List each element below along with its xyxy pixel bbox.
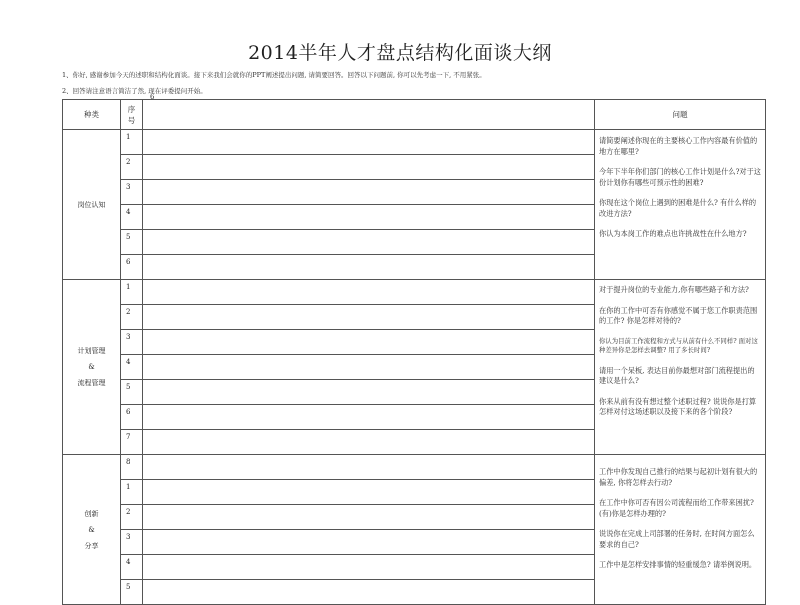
question-cell-2: [595, 280, 766, 455]
question-text: 说说你在完成上司部署的任务时, 在时间方面怎么要求的自己?: [599, 529, 755, 549]
row-number: 4: [121, 205, 143, 230]
intro-line-2: 2、回答请注意语言简洁了然, 现在评委提问开始。: [62, 87, 207, 95]
category-label: &: [88, 525, 95, 534]
row-number: 5: [121, 380, 143, 405]
question-cell-3: [595, 455, 766, 605]
answer-cell[interactable]: [143, 555, 595, 580]
row-number: 3: [121, 530, 143, 555]
category-label: 岗位认知: [77, 200, 106, 209]
table-row: [63, 455, 766, 480]
page-title: 2014半年人才盘点结构化面谈大纲: [248, 42, 552, 64]
table-row: [63, 280, 766, 305]
question-text: 你认为目前工作流程和方式与从前有什么不同样? 面对这种差异你是怎样去调整? 用了多长时间?: [599, 336, 758, 354]
row-number: 1: [121, 130, 143, 155]
question-text: 你来从前有没有想过整个述职过程? 说说你是打算怎样对付这场述职以及接下来的各个阶段?: [599, 396, 757, 416]
answer-cell[interactable]: [143, 330, 595, 355]
row-number: 6: [121, 405, 143, 430]
row-number: 2: [121, 305, 143, 330]
answer-cell[interactable]: [143, 380, 595, 405]
category-label: 流程管理: [77, 379, 106, 387]
answer-cell[interactable]: [143, 530, 595, 555]
row-number: 3: [121, 330, 143, 355]
category-label: &: [88, 363, 95, 371]
answer-cell[interactable]: [143, 205, 595, 230]
answer-cell[interactable]: [143, 580, 595, 605]
question-text: 工作中是怎样安排事情的轻重缓急? 请举例说明。: [599, 560, 757, 569]
row-number: 6: [121, 255, 143, 280]
question-text: 在工作中你可否有因公司流程而给工作带来困扰? (有)你是怎样办理的?: [599, 498, 754, 518]
question-text: 请简要阐述你现在的主要核心工作内容最有价值的地方在哪里?: [599, 136, 758, 156]
row-number: 7: [121, 430, 143, 455]
row-number: 4: [121, 355, 143, 380]
row-number: 5: [121, 580, 143, 605]
answer-cell[interactable]: [143, 480, 595, 505]
row-number: 1: [121, 280, 143, 305]
row-number: 3: [121, 180, 143, 205]
answer-cell[interactable]: [143, 155, 595, 180]
answer-cell[interactable]: [143, 255, 595, 280]
header-number-top: 序: [127, 104, 136, 114]
table-row: [63, 130, 766, 155]
header-number-bottom: 号: [127, 115, 136, 125]
answer-cell[interactable]: [143, 230, 595, 255]
question-text: 你现在这个岗位上遇到的困难是什么? 有什么样的改进方法?: [599, 198, 757, 218]
row-number: 2: [121, 505, 143, 530]
answer-cell[interactable]: [143, 280, 595, 305]
row-number: 5: [121, 230, 143, 255]
header-category: 种类: [63, 100, 121, 130]
answer-cell[interactable]: [143, 505, 595, 530]
answer-cell[interactable]: [143, 405, 595, 430]
row-number: 4: [121, 555, 143, 580]
question-text: 请用一个呆板, 表达目前你最想对部门流程提出的建议是什么?: [599, 365, 755, 385]
question-text: 你认为本岗工作的难点也许挑战性在什么地方?: [599, 229, 747, 238]
answer-cell[interactable]: [143, 430, 595, 455]
answer-cell[interactable]: [143, 180, 595, 205]
answer-cell[interactable]: [143, 455, 595, 480]
category-cell-3: [63, 455, 121, 605]
category-label: 分享: [84, 541, 99, 550]
question-text: 工作中你发现自己推行的结果与起初计划有很大的偏差, 你将怎样去行动?: [599, 467, 758, 487]
intro-line-1: 1、你好, 感谢参加今天的述职和结构化面谈。接下来我们会就你的PPT阐述提出问题, 请简要回答。回答以下问题前, 你可以先考虑一下, 不用紧张。: [62, 71, 486, 79]
header-blank: [143, 100, 595, 130]
category-label: 计划管理: [77, 347, 106, 355]
answer-cell[interactable]: [143, 130, 595, 155]
interview-outline-table: [62, 99, 766, 605]
category-cell-2: [63, 280, 121, 455]
stray-number: 6: [150, 93, 155, 101]
row-number: 1: [121, 480, 143, 505]
header-question: 问题: [595, 100, 766, 130]
answer-cell[interactable]: [143, 355, 595, 380]
question-text: 对于提升岗位的专业能力,你有哪些路子和方法?: [599, 285, 749, 294]
category-label: 创新: [84, 509, 99, 518]
question-text: 在你的工作中可否有你感觉不属于您工作职责范围的工作? 你是怎样对待的?: [599, 305, 758, 325]
row-number: 2: [121, 155, 143, 180]
category-cell-1: [63, 130, 121, 280]
header-number: [121, 100, 143, 130]
question-cell-1: [595, 130, 766, 280]
header-row: [63, 100, 766, 130]
row-number: 8: [121, 455, 143, 480]
answer-cell[interactable]: [143, 305, 595, 330]
question-text: 今年下半年你们部门的核心工作计划是什么?对于这份计划你有哪些可预示性的困难?: [599, 167, 761, 187]
